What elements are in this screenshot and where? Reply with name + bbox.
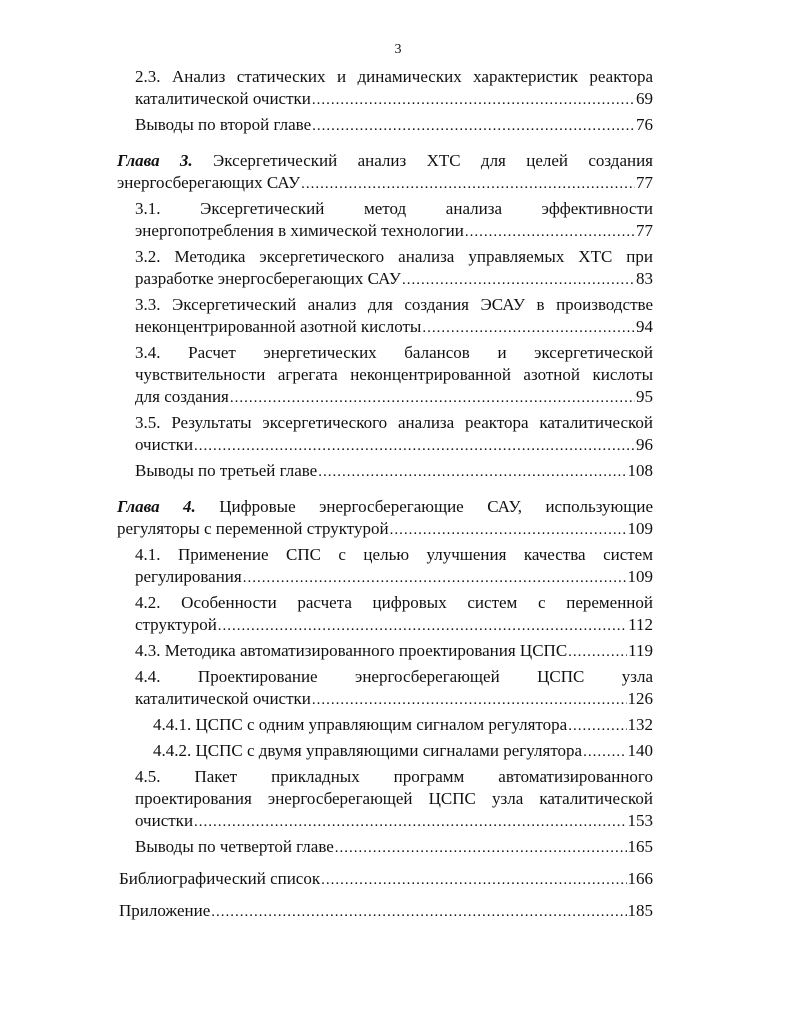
toc-page-number: 77 [636, 221, 653, 240]
toc-page-number: 108 [627, 461, 653, 480]
leader-dots [218, 615, 627, 637]
leader-dots [194, 811, 626, 833]
toc-entry-3-3[interactable] [135, 294, 653, 338]
chapter-label: Глава 4. [117, 497, 196, 516]
toc-entry-text: Выводы по второй главе [135, 115, 312, 134]
toc-entry-text: Эксергетический анализ ХТС для целей создания [213, 151, 653, 170]
toc-entry-text: 3.5. Результаты эксергетического анализа реактора каталитической [135, 413, 653, 432]
toc-entry-text: 3.2. Методика эксергетического анализа управляемых ХТС при [135, 247, 653, 266]
leader-dots [211, 901, 626, 923]
toc-entry-text: разработке энергосберегающих САУ [135, 269, 401, 288]
leader-dots [318, 461, 626, 483]
toc-page-number: 77 [636, 173, 653, 192]
leader-dots [568, 641, 627, 663]
toc-conclusion-3[interactable] [135, 460, 653, 482]
table-of-contents [0, 66, 796, 926]
leader-dots [321, 869, 626, 891]
toc-entry-text: 4.4. Проектирование энергосберегающей ЦСПС узла [135, 667, 653, 686]
toc-bibliography[interactable] [119, 868, 653, 890]
toc-entry-text: 4.3. Методика автоматизированного проектирования ЦСПС [135, 641, 568, 660]
leader-dots [312, 115, 635, 137]
toc-entry-text: регулирования [135, 567, 242, 586]
toc-entry-text: 3.4. Расчет энергетических балансов и эксергетической [135, 343, 653, 362]
toc-page-number: 132 [627, 715, 653, 734]
leader-dots [312, 89, 635, 111]
toc-entry-4-4-1[interactable] [153, 714, 653, 736]
toc-entry-4-4-2[interactable] [153, 740, 653, 762]
toc-entry-4-3[interactable] [135, 640, 653, 662]
leader-dots [422, 317, 635, 339]
toc-entry-text: 4.5. Пакет прикладных программ автоматизированного [135, 767, 653, 786]
toc-page-number: 94 [636, 317, 653, 336]
toc-entry-text: 4.4.1. ЦСПС с одним управляющим сигналом регулятора [153, 715, 568, 734]
toc-page-number: 69 [636, 89, 653, 108]
toc-page-number: 153 [627, 811, 653, 830]
toc-page-number: 165 [627, 837, 653, 856]
toc-entry-text: каталитической очистки [135, 89, 311, 108]
toc-entry-text: 3.3. Эксергетический анализ для создания ЭСАУ в производстве [135, 295, 653, 314]
toc-entry-4-1[interactable] [135, 544, 653, 588]
toc-entry-3-5[interactable] [135, 412, 653, 456]
toc-entry-text: чувствительности агрегата неконцентрированной азотной кислоты [135, 365, 653, 384]
chapter-label: Глава 3. [117, 151, 193, 170]
leader-dots [568, 715, 626, 737]
toc-page-number: 140 [627, 741, 653, 760]
leader-dots [402, 269, 635, 291]
toc-entry-text: для создания [135, 387, 229, 406]
toc-page-number: 119 [628, 641, 653, 660]
leader-dots [301, 173, 635, 195]
toc-entry-text: 4.1. Применение СПС с целью улучшения качества систем [135, 545, 653, 564]
toc-entry-4-2[interactable] [135, 592, 653, 636]
toc-entry-text: очистки [135, 435, 194, 454]
toc-chapter-4[interactable] [117, 496, 653, 540]
toc-page-number: 76 [636, 115, 653, 134]
toc-entry-3-4[interactable] [135, 342, 653, 408]
toc-page-number: 109 [627, 519, 653, 538]
toc-chapter-3[interactable] [117, 150, 653, 194]
leader-dots [390, 519, 627, 541]
leader-dots [583, 741, 626, 763]
toc-entry-text: регуляторы с переменной структурой [117, 519, 389, 538]
toc-page-number: 112 [628, 615, 653, 634]
toc-entry-3-1[interactable] [135, 198, 653, 242]
leader-dots [465, 221, 635, 243]
toc-entry-text: Библиографический список [119, 869, 321, 888]
toc-entry-text: неконцентрированной азотной кислоты [135, 317, 422, 336]
leader-dots [194, 435, 635, 457]
toc-page-number: 96 [636, 435, 653, 454]
toc-page-number: 185 [627, 901, 653, 920]
toc-page-number: 166 [627, 869, 653, 888]
toc-entry-4-5[interactable] [135, 766, 653, 832]
toc-entry-4-4[interactable] [135, 666, 653, 710]
toc-conclusion-2[interactable] [135, 114, 653, 136]
toc-entry-text: структурой [135, 615, 217, 634]
leader-dots [243, 567, 627, 589]
toc-entry-text: проектирования энергосберегающей ЦСПС узла каталитической [135, 789, 653, 808]
toc-entry-2-3[interactable] [135, 66, 653, 110]
leader-dots [230, 387, 635, 409]
toc-entry-text: Выводы по третьей главе [135, 461, 318, 480]
toc-entry-text: 4.4.2. ЦСПС с двумя управляющими сигналами регулятора [153, 741, 583, 760]
toc-page-number: 83 [636, 269, 653, 288]
toc-entry-3-2[interactable] [135, 246, 653, 290]
toc-page-number: 126 [627, 689, 653, 708]
toc-entry-text: очистки [135, 811, 194, 830]
toc-entry-text: 3.1. Эксергетический метод анализа эффективности [135, 199, 653, 218]
toc-entry-text: энергосберегающих САУ [117, 173, 301, 192]
toc-entry-text: Цифровые энергосберегающие САУ, использующие [219, 497, 653, 516]
toc-entry-text: 4.2. Особенности расчета цифровых систем с переменной [135, 593, 653, 612]
toc-page-number: 109 [627, 567, 653, 586]
toc-entry-text: Выводы по четвертой главе [135, 837, 334, 856]
leader-dots [335, 837, 627, 859]
toc-entry-text: Приложение [119, 901, 211, 920]
toc-entry-text: 2.3. Анализ статических и динамических характеристик реактора [135, 67, 653, 86]
leader-dots [312, 689, 627, 711]
toc-conclusion-4[interactable] [135, 836, 653, 858]
page-number: 3 [394, 42, 402, 57]
toc-page-number: 95 [636, 387, 653, 406]
toc-appendix[interactable] [119, 900, 653, 922]
toc-entry-text: каталитической очистки [135, 689, 311, 708]
toc-entry-text: энергопотребления в химической технологии [135, 221, 464, 240]
